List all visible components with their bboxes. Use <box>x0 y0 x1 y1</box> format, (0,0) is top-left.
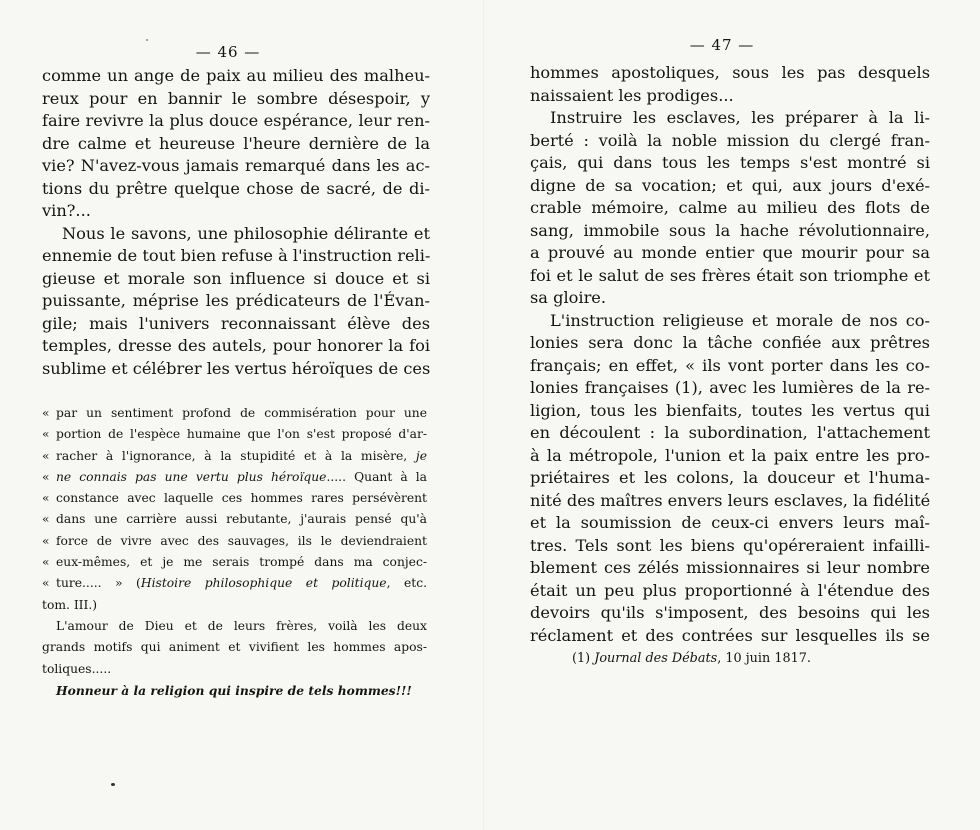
right-page <box>530 0 930 830</box>
text-line: digne de sa vocation; et qui, aux jours d'exé- <box>530 175 930 195</box>
text-line: dre calme et heureuse l'heure dernière de la <box>42 133 430 153</box>
text-line: gieuse et morale son influence si douce et si <box>42 268 430 288</box>
text-line: tions du prêtre quelque chose de sacré, de di- <box>42 178 430 198</box>
quote-line: « force de vivre avec des sauvages, ils le deviendraient <box>42 533 427 548</box>
text-line: reux pour en bannir le sombre désespoir, y <box>42 88 430 108</box>
quote-line: « dans une carrière aussi rebutante, j'aurais pensé qu'à <box>42 512 427 527</box>
quote-line: « ne connais pas une vertu plus héroïque..... Quant à la <box>42 469 428 484</box>
footnote-mark: (1) <box>572 651 591 666</box>
text-line: Nous le savons, une philosophie délirante et <box>62 223 430 243</box>
quote-line: « par un sentiment profond de commisération pour une <box>42 406 427 420</box>
footnote-source: Journal des Débats <box>594 651 718 666</box>
text-line: faire revivre la plus douce espérance, leur ren- <box>42 111 430 130</box>
text-line: comme un ange de paix au milieu des malheu- <box>42 66 430 85</box>
quote-line: grands motifs qui animent et vivifient les hommes apos- <box>42 640 427 655</box>
text-line: nité des maîtres envers leurs esclaves, la fidélité <box>530 490 931 510</box>
text-line: foi et le salut de ses frères était son triomphe et <box>530 265 930 285</box>
text-line: sang, immobile sous la hache révolutionnaire, <box>530 220 930 240</box>
quote-line: « ture..... » (Histoire philosophique et politique, etc. <box>42 576 428 591</box>
quote-line: tom. III.) <box>42 597 98 612</box>
paper-speck <box>111 783 115 786</box>
quote-line: L'amour de Dieu et de leurs frères, voilà les deux <box>56 618 427 633</box>
paper-speck <box>146 39 148 41</box>
text-line: était un peu plus proportionné à l'étendue des <box>530 580 930 600</box>
text-line: çais, qui dans tous les temps s'est montré si <box>530 153 930 172</box>
text-line: réclament et des contrées sur lesquelles ils se <box>530 625 930 645</box>
text-line: Instruire les esclaves, les préparer à la li- <box>550 108 930 127</box>
text-line: temples, dresse des autels, pour honorer la foi <box>42 336 430 355</box>
right-body-text <box>530 62 930 647</box>
quote-line: toliques..... <box>42 661 112 676</box>
text-line: vin?... <box>42 201 91 220</box>
page-number-left: — 46 — <box>195 43 261 61</box>
text-line: lonies sera donc la tâche confiée aux prêtres <box>530 333 930 352</box>
text-line: et la soumission de ceux-ci envers leurs maî- <box>530 513 930 532</box>
quote-line: « racher à l'ignorance, à la stupidité et à la misère, je <box>42 448 427 463</box>
text-line: devoirs qu'ils s'imposent, des besoins qui les <box>530 603 930 622</box>
footnote-date: , 10 juin 1817. <box>717 651 811 666</box>
page-number-right: — 47 — <box>689 36 755 54</box>
footnote-quote <box>42 403 427 701</box>
page-gutter <box>483 0 484 830</box>
text-line: ligion, tous les bienfaits, toutes les vertus qui <box>530 400 930 420</box>
text-line: vie? N'avez-vous jamais remarqué dans les ac- <box>42 156 430 175</box>
left-page <box>42 0 430 830</box>
text-line: ennemie de tout bien refuse à l'instruction reli- <box>42 246 431 265</box>
text-line: français; en effet, « ils vont porter dans les co- <box>530 355 930 375</box>
text-line: puissante, méprise les prédicateurs de l'Évan- <box>42 291 430 310</box>
text-line: berté : voilà la noble mission du clergé fran- <box>530 130 930 150</box>
text-line: gile; mais l'univers reconnaissant élève des <box>42 313 430 333</box>
quote-line: « constance avec laquelle ces hommes rares persévèrent <box>42 491 427 506</box>
text-line: naissaient les prodiges... <box>530 85 734 105</box>
text-line: crable mémoire, calme au milieu des flots de <box>530 198 930 217</box>
quote-line: « portion de l'espèce humaine que l'on s'est proposé d'ar- <box>42 427 427 442</box>
quote-line: « eux-mêmes, et je me serais trompé dans ma conjec- <box>42 555 427 570</box>
text-line: sa gloire. <box>530 288 607 307</box>
footnote <box>572 651 811 666</box>
text-line: hommes apostoliques, sous les pas desquels <box>530 63 930 82</box>
text-line: L'instruction religieuse et morale de nos co- <box>550 310 930 330</box>
left-body-text <box>42 65 430 380</box>
text-line: a prouvé au monde entier que mourir pour sa <box>530 243 930 262</box>
text-line: tres. Tels sont les biens qu'opéreraient infailli- <box>530 535 930 555</box>
text-line: à la métropole, l'union et la paix entre les pro- <box>530 445 930 465</box>
text-line: blement ces zélés missionnaires si leur nombre <box>530 558 930 577</box>
text-line: lonies françaises (1), avec les lumières de la re- <box>530 378 930 397</box>
text-line: priétaires et les colons, la douceur et l'huma- <box>530 468 930 487</box>
text-line: en découlent : la subordination, l'attachement <box>530 423 930 442</box>
motto-line: Honneur à la religion qui inspire de tels hommes!!! <box>56 682 412 698</box>
text-line: sublime et célébrer les vertus héroïques de ces <box>42 358 431 378</box>
